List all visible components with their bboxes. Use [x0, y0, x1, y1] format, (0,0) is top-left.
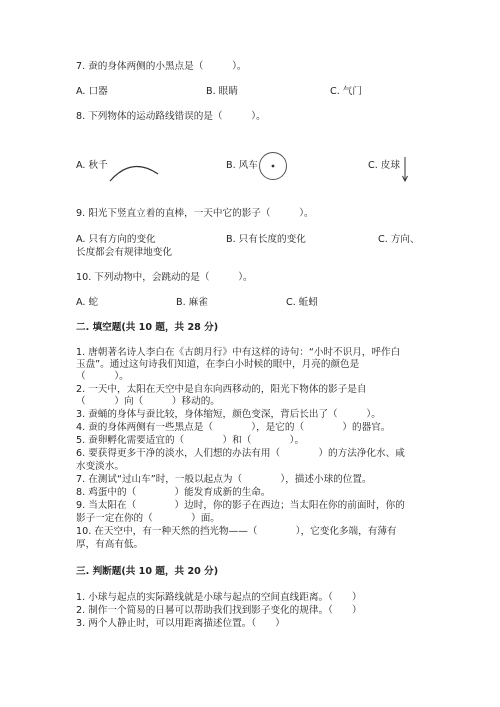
fill-line: 6. 要获得更多干净的淡水，人们想的办法有用（ ）的方法净化水、咸 [76, 448, 405, 459]
section-title-judgement: 三. 判断题(共 10 题，共 20 分) [76, 566, 219, 577]
fill-line: 3. 蚕蛹的身体与蚕比较，身体缩短，颜色变深，背后长出了（ ）。 [76, 409, 381, 420]
q9-option-c-continuation: 长度都会有规律地变化 [76, 247, 172, 258]
q8-option-b: B. 风车 [226, 160, 258, 171]
q9-stem: 9. 阳光下竖直立着的直棒，一天中它的影子（ ）。 [76, 208, 314, 219]
q10-stem: 10. 下列动物中，会跳动的是（ ）。 [76, 272, 253, 283]
fill-line: （ ）向（ ）移动的。 [76, 396, 220, 407]
fill-line: 7. 在测试“过山车”时，一般以起点为（ ），描述小球的位置。 [76, 474, 372, 485]
ball-bounce-arrow-icon [401, 156, 409, 182]
q9-option-c: C. 方向、 [378, 234, 420, 245]
fill-line: 5. 蚕卵孵化需要适宜的（ ）和（ ）。 [76, 435, 305, 446]
fill-line: 2. 一天中，太阳在天空中是自东向西移动的，阳光下物体的影子是自 [76, 384, 367, 395]
section-title-fill-blanks: 二. 填空题(共 10 题，共 28 分) [76, 322, 219, 333]
fill-line: 1. 唐朝著名诗人李白在《古朗月行》中有这样的诗句：“小时不识月，呼作白 [76, 347, 401, 358]
fill-line: 影子一定在你的（ ）面。 [76, 513, 220, 524]
q7-option-b: B. 眼睛 [206, 86, 238, 97]
q10-option-c: C. 蚯蚓 [286, 297, 318, 308]
swing-arc-icon [108, 162, 160, 184]
fill-line: 玉盘”。通过这句诗我们知道，在李白小时候的眼中，月亮的颜色是 [76, 359, 360, 370]
q7-option-c: C. 气门 [330, 86, 362, 97]
fill-line: 厚，有高有低。 [76, 539, 144, 550]
q10-option-a: A. 蛇 [76, 297, 99, 308]
fill-line: （ ）。 [76, 371, 129, 382]
judge-line: 2. 制作一个简易的日晷可以帮助我们找到影子变化的规律。（ ） [76, 605, 362, 616]
q9-option-a: A. 只有方向的变化 [76, 234, 156, 245]
fill-line: 8. 鸡蛋中的（ ）能发育成新的生命。 [76, 487, 271, 498]
fill-line: 4. 蚕的身体两侧有一些黑点是（ ），是它的（ ）的器官。 [76, 422, 391, 433]
q8-option-a: A. 秋千 [76, 160, 108, 171]
q7-stem: 7. 蚕的身体两侧的小黑点是（ ）。 [76, 61, 247, 72]
q8-stem: 8. 下列物体的运动路线错误的是（ ）。 [76, 111, 266, 122]
judge-line: 1. 小球与起点的实际路线就是小球与起点的空间直线距离。（ ） [76, 592, 362, 603]
q9-option-b: B. 只有长度的变化 [226, 234, 306, 245]
fill-line: 10. 在天空中，有一种天然的挡光物——（ ），它变化多端，有薄有 [76, 526, 397, 537]
q7-option-a: A. 口器 [76, 86, 108, 97]
judge-line: 3. 两个人静止时，可以用距离描述位置。（ ） [76, 618, 285, 629]
fill-line: 水变淡水。 [76, 461, 124, 472]
q8-option-c: C. 皮球 [368, 160, 400, 171]
fill-line: 9. 当太阳在（ ）边时，你的影子在西边；当太阳在你的前面时，你的 [76, 500, 405, 511]
q10-option-b: B. 麻雀 [176, 297, 208, 308]
windmill-circle-icon [258, 151, 288, 181]
